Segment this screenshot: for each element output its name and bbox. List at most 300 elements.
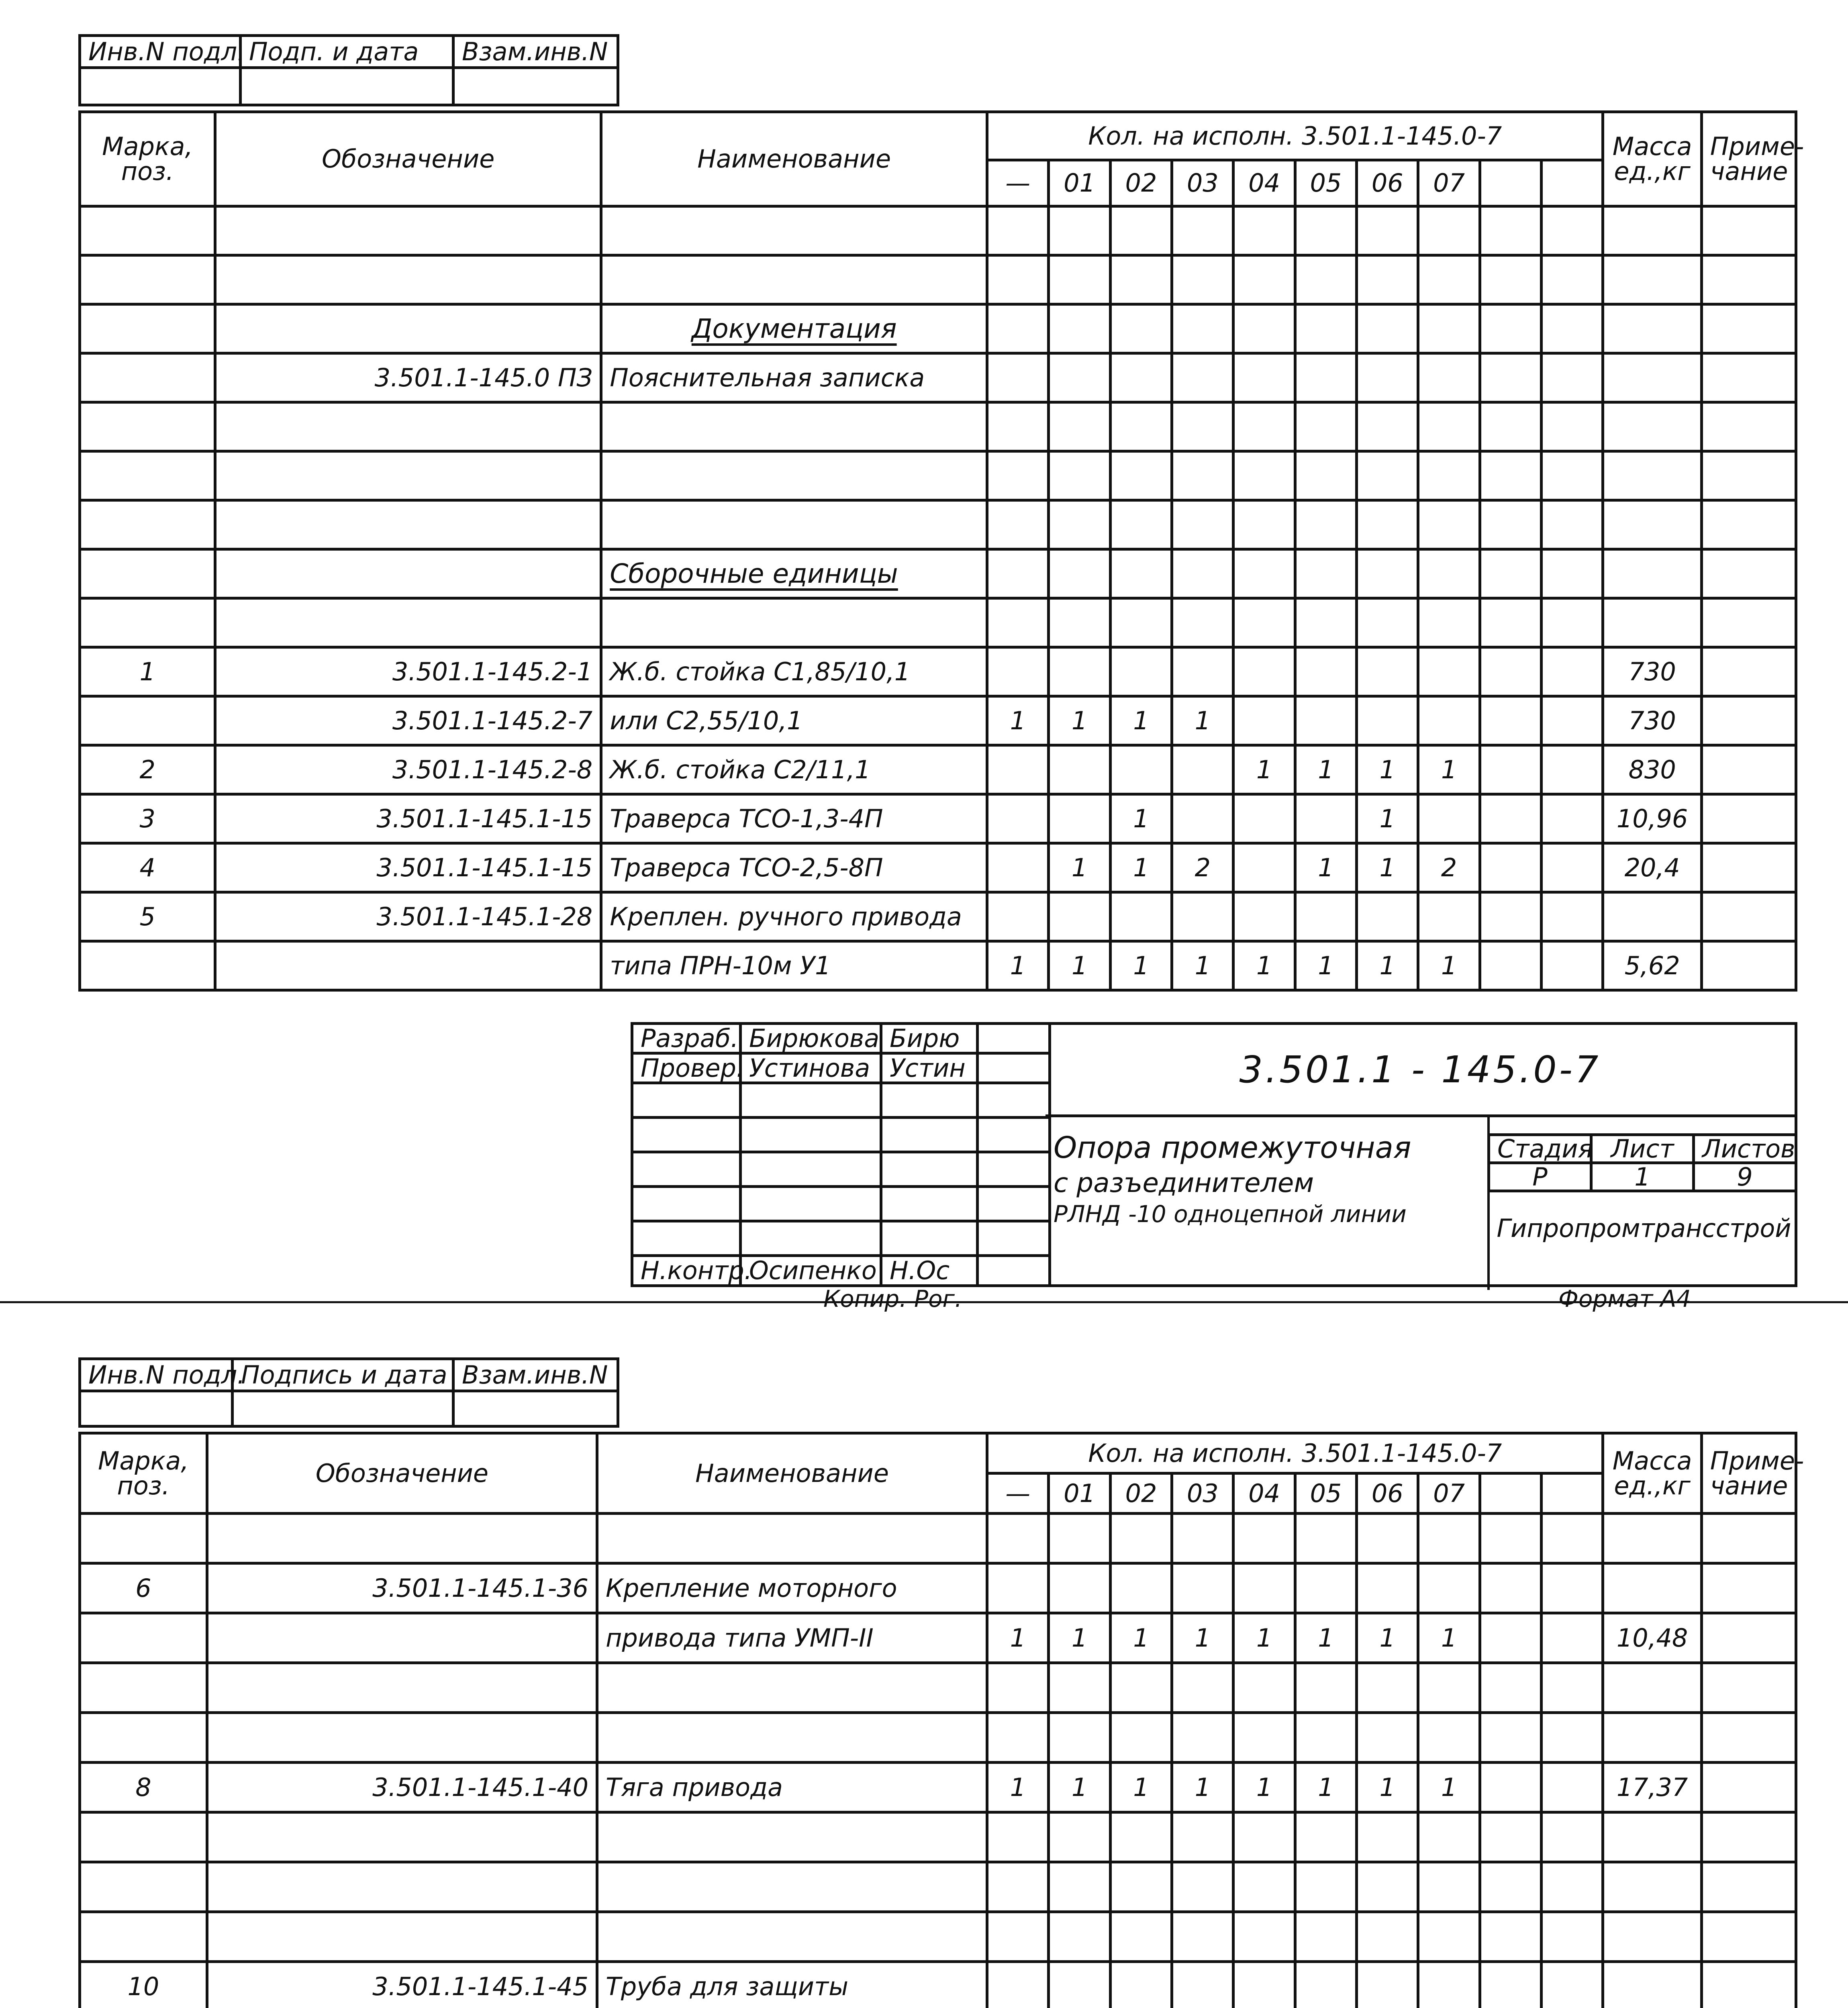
cell-quantity — [1295, 1912, 1356, 1962]
cell-quantity — [1049, 1563, 1110, 1613]
cell-name — [597, 1812, 987, 1862]
cell-quantity: 2 — [1172, 843, 1233, 892]
cell-quantity — [987, 1663, 1049, 1713]
cell-note — [1701, 647, 1796, 696]
cell-quantity — [1480, 206, 1541, 255]
cell-quantity — [1295, 1514, 1356, 1563]
cell-quantity — [1110, 1962, 1172, 2008]
cell-quantity — [987, 304, 1049, 353]
cell-quantity — [1480, 1912, 1541, 1962]
cell-quantity — [1295, 794, 1356, 843]
cell-quantity — [1233, 843, 1295, 892]
cell-quantity: 1 — [1110, 1763, 1172, 1812]
cell-quantity — [987, 353, 1049, 402]
cell-note — [1701, 304, 1796, 353]
cell-quantity — [987, 1862, 1049, 1912]
cell-quantity — [1480, 1563, 1541, 1613]
cell-designation — [215, 451, 601, 500]
cell-quantity — [1049, 451, 1110, 500]
cell-quantity — [1357, 255, 1418, 304]
cell-quantity — [1357, 1912, 1418, 1962]
cell-quantity — [1542, 402, 1603, 451]
cell-quantity — [1172, 549, 1233, 598]
table-row — [80, 353, 1796, 402]
cell-quantity — [1172, 598, 1233, 647]
cell-quantity: 1 — [1049, 696, 1110, 745]
cell-name — [601, 598, 987, 647]
cell-quantity — [1480, 255, 1541, 304]
variant-header: 07 — [1418, 160, 1480, 206]
cell-quantity: 1 — [1418, 1763, 1480, 1812]
cell-quantity — [1357, 1812, 1418, 1862]
cell-quantity — [1357, 304, 1418, 353]
cell-quantity: 1 — [1357, 843, 1418, 892]
cell-quantity: 1 — [987, 1763, 1049, 1812]
cell-quantity: 1 — [1233, 1763, 1295, 1812]
cell-designation — [207, 1514, 597, 1563]
cell-quantity — [987, 206, 1049, 255]
cell-quantity — [1480, 1514, 1541, 1563]
cell-note — [1701, 1563, 1796, 1613]
cell-position — [80, 549, 215, 598]
cell-quantity — [1049, 1514, 1110, 1563]
cell-quantity — [1049, 353, 1110, 402]
cell-quantity: 1 — [1049, 843, 1110, 892]
cell-name — [601, 255, 987, 304]
cell-quantity — [1542, 1962, 1603, 2008]
cell-note — [1701, 1812, 1796, 1862]
cell-quantity — [1418, 794, 1480, 843]
cell-note — [1701, 1763, 1796, 1812]
cell-quantity — [1542, 1763, 1603, 1812]
cell-quantity — [1233, 549, 1295, 598]
cell-quantity: 1 — [1110, 843, 1172, 892]
cell-mass — [1603, 1563, 1701, 1613]
cell-mass — [1603, 598, 1701, 647]
cell-quantity — [1542, 500, 1603, 549]
cell-mass — [1603, 255, 1701, 304]
inv-label: Инв.N подл. — [80, 36, 241, 68]
table-row — [80, 255, 1796, 304]
cell-position — [80, 500, 215, 549]
cell-mass: 17,37 — [1603, 1763, 1701, 1812]
variant-header: 01 — [1049, 1473, 1110, 1514]
cell-quantity — [1295, 402, 1356, 451]
cell-quantity — [1418, 1514, 1480, 1563]
cell-quantity — [1480, 941, 1541, 990]
cell-quantity — [1110, 549, 1172, 598]
cell-note — [1701, 794, 1796, 843]
cell-name: привода типа УМП-II — [597, 1613, 987, 1663]
variant-header: 03 — [1172, 160, 1233, 206]
cell-quantity — [1418, 451, 1480, 500]
cell-quantity — [1233, 598, 1295, 647]
cell-quantity — [1418, 1663, 1480, 1713]
cell-position — [80, 941, 215, 990]
cell-quantity — [1233, 402, 1295, 451]
cell-quantity — [1542, 451, 1603, 500]
col-kol: Кол. на исполн. 3.501.1-145.0-7 — [987, 1433, 1603, 1473]
cell-quantity — [1049, 598, 1110, 647]
cell-position: 1 — [80, 647, 215, 696]
cell-position — [80, 1713, 207, 1763]
cell-note — [1701, 451, 1796, 500]
list-label: Лист — [1591, 1135, 1694, 1163]
cell-mass — [1603, 1862, 1701, 1912]
cell-note — [1701, 1862, 1796, 1912]
table-row — [80, 451, 1796, 500]
cell-quantity — [1110, 598, 1172, 647]
cell-designation — [215, 941, 601, 990]
cell-designation: 3.501.1-145.1-28 — [215, 892, 601, 941]
cell-quantity — [987, 1962, 1049, 2008]
variant-header: — — [987, 160, 1049, 206]
document-code: 3.501.1 - 145.0-7 — [1045, 1025, 1795, 1117]
cell-quantity — [1357, 598, 1418, 647]
variant-header: 06 — [1357, 1473, 1418, 1514]
cell-designation: 3.501.1-145.1-40 — [207, 1763, 597, 1812]
cell-quantity — [1049, 1812, 1110, 1862]
cell-quantity: 1 — [987, 941, 1049, 990]
signature-grid — [631, 1022, 1051, 1287]
cell-quantity — [1110, 1663, 1172, 1713]
sign-date-label: Подпись и дата — [233, 1359, 453, 1391]
cell-quantity — [1233, 1862, 1295, 1912]
cell-position — [80, 696, 215, 745]
cell-quantity — [1480, 549, 1541, 598]
cell-quantity: 1 — [1295, 1613, 1356, 1663]
cell-quantity: 1 — [1295, 843, 1356, 892]
cell-quantity — [1172, 353, 1233, 402]
cell-quantity — [1049, 1862, 1110, 1912]
cell-quantity — [1172, 794, 1233, 843]
stamp-right — [1045, 1022, 1797, 1287]
table-row — [80, 1962, 1796, 2008]
cell-quantity — [1110, 402, 1172, 451]
cell-quantity — [1110, 1514, 1172, 1563]
cell-quantity — [1295, 1663, 1356, 1713]
cell-quantity — [987, 647, 1049, 696]
cell-mass — [1603, 353, 1701, 402]
cell-mass — [1603, 1812, 1701, 1862]
role-nkontr: Н.контр. — [632, 1255, 741, 1286]
variant-header: 02 — [1110, 160, 1172, 206]
cell-note — [1701, 206, 1796, 255]
table-row — [80, 1514, 1796, 1563]
cell-quantity — [1480, 1663, 1541, 1713]
inv-label: Инв.N подл. — [80, 1359, 233, 1391]
cell-quantity — [1233, 794, 1295, 843]
table-row — [80, 1763, 1796, 1812]
cell-position: 3 — [80, 794, 215, 843]
col-marka: Марка, поз. — [80, 1433, 207, 1514]
cell-note — [1701, 696, 1796, 745]
inventory-strip-2 — [78, 1357, 619, 1428]
cell-designation — [207, 1613, 597, 1663]
cell-position: 5 — [80, 892, 215, 941]
cell-quantity — [1233, 696, 1295, 745]
table-row — [80, 500, 1796, 549]
cell-name: Труба для защиты — [597, 1962, 987, 2008]
cell-position: 4 — [80, 843, 215, 892]
sign-date-label: Подп. и дата — [241, 36, 453, 68]
cell-quantity — [1542, 843, 1603, 892]
table-row — [80, 549, 1796, 598]
cell-quantity — [1049, 500, 1110, 549]
cell-quantity — [1357, 451, 1418, 500]
cell-quantity: 1 — [1357, 745, 1418, 794]
cell-note — [1701, 1912, 1796, 1962]
col-oboznachenie: Обозначение — [215, 112, 601, 206]
cell-quantity — [1049, 402, 1110, 451]
cell-quantity — [1480, 500, 1541, 549]
cell-position — [80, 1613, 207, 1663]
cell-note — [1701, 1663, 1796, 1713]
cell-quantity: 1 — [1110, 941, 1172, 990]
cell-designation: 3.501.1-145.2-1 — [215, 647, 601, 696]
cell-note — [1701, 1962, 1796, 2008]
cell-quantity — [1233, 647, 1295, 696]
cell-designation — [215, 304, 601, 353]
cell-quantity — [1110, 1862, 1172, 1912]
cell-note — [1701, 941, 1796, 990]
cell-quantity — [1049, 549, 1110, 598]
cell-note — [1701, 402, 1796, 451]
col-naimenovanie: Наименование — [597, 1433, 987, 1514]
cell-designation — [215, 206, 601, 255]
cell-quantity — [1172, 1663, 1233, 1713]
cell-quantity — [1418, 696, 1480, 745]
cell-designation: 3.501.1-145.2-8 — [215, 745, 601, 794]
cell-quantity — [1357, 206, 1418, 255]
cell-quantity: 1 — [1418, 1613, 1480, 1663]
cell-designation: 3.501.1-145.1-15 — [215, 843, 601, 892]
cell-designation — [215, 500, 601, 549]
cell-quantity: 1 — [1357, 941, 1418, 990]
cell-quantity — [1480, 1812, 1541, 1862]
cell-quantity — [1233, 353, 1295, 402]
stadia-label: Стадия — [1489, 1135, 1591, 1163]
cell-name — [597, 1912, 987, 1962]
cell-quantity — [1172, 1514, 1233, 1563]
variant-header — [1542, 160, 1603, 206]
cell-name: Крепление моторного — [597, 1563, 987, 1613]
cell-quantity — [987, 794, 1049, 843]
cell-quantity — [1110, 304, 1172, 353]
cell-quantity: 1 — [1418, 941, 1480, 990]
organization: Гипропромтрансстрой — [1497, 1214, 1791, 1243]
table-row — [80, 843, 1796, 892]
cell-designation: 3.501.1-145.2-7 — [215, 696, 601, 745]
replace-inv-label: Взам.инв.N — [453, 1359, 618, 1391]
variant-header: 05 — [1295, 1473, 1356, 1514]
cell-position: 8 — [80, 1763, 207, 1812]
cell-position — [80, 304, 215, 353]
cell-mass — [1603, 892, 1701, 941]
cell-position — [80, 1812, 207, 1862]
table-row — [80, 1663, 1796, 1713]
col-kol: Кол. на исполн. 3.501.1-145.0-7 — [987, 112, 1603, 160]
cell-quantity — [1542, 1812, 1603, 1862]
cell-quantity — [1172, 206, 1233, 255]
cell-quantity — [1295, 598, 1356, 647]
cell-position: 10 — [80, 1962, 207, 2008]
cell-designation — [207, 1862, 597, 1912]
cell-quantity — [1172, 304, 1233, 353]
cell-quantity — [1233, 1962, 1295, 2008]
variant-header — [1480, 160, 1541, 206]
name-razrab: Бирюкова — [741, 1024, 881, 1053]
cell-designation: 3.501.1-145.1-45 — [207, 1962, 597, 2008]
cell-quantity — [1049, 1713, 1110, 1763]
cell-position: 6 — [80, 1563, 207, 1613]
listov-value: 9 — [1694, 1163, 1796, 1191]
cell-note — [1701, 745, 1796, 794]
cell-quantity — [1110, 1812, 1172, 1862]
cell-quantity — [1110, 1912, 1172, 1962]
col-massa: Масса ед.,кг — [1603, 112, 1701, 206]
cell-quantity — [1233, 1713, 1295, 1763]
cell-quantity — [1480, 794, 1541, 843]
format-1: Формат А4 — [1558, 1285, 1691, 1312]
cell-mass — [1603, 206, 1701, 255]
cell-quantity — [1357, 647, 1418, 696]
table-row — [80, 1563, 1796, 1613]
cell-position: 2 — [80, 745, 215, 794]
cell-mass: 730 — [1603, 647, 1701, 696]
cell-quantity — [1542, 255, 1603, 304]
cell-quantity — [1110, 206, 1172, 255]
cell-quantity — [1295, 451, 1356, 500]
cell-quantity — [1357, 1563, 1418, 1613]
cell-quantity — [1418, 549, 1480, 598]
cell-quantity — [1418, 353, 1480, 402]
cell-quantity — [1295, 1862, 1356, 1912]
table-row — [80, 1613, 1796, 1663]
cell-quantity — [1542, 1713, 1603, 1763]
cell-quantity — [1357, 1514, 1418, 1563]
table-row — [80, 1862, 1796, 1912]
cell-quantity — [1542, 353, 1603, 402]
cell-quantity — [1542, 1613, 1603, 1663]
cell-name — [601, 402, 987, 451]
cell-mass: 5,62 — [1603, 941, 1701, 990]
cell-quantity — [1233, 1812, 1295, 1862]
cell-mass — [1603, 1962, 1701, 2008]
cell-quantity — [987, 843, 1049, 892]
stage-sheet-box — [1487, 1133, 1797, 1192]
cell-quantity — [987, 1514, 1049, 1563]
cell-name: Креплен. ручного привода — [601, 892, 987, 941]
cell-note — [1701, 843, 1796, 892]
cell-designation: 3.501.1-145.1-15 — [215, 794, 601, 843]
cell-quantity — [1542, 1514, 1603, 1563]
cell-position — [80, 1862, 207, 1912]
cell-quantity — [1357, 353, 1418, 402]
cell-quantity — [987, 1912, 1049, 1962]
cell-quantity — [1480, 1713, 1541, 1763]
role-prover: Провер. — [632, 1053, 741, 1083]
cell-position — [80, 598, 215, 647]
cell-quantity — [1542, 794, 1603, 843]
cell-name: Ж.б. стойка С1,85/10,1 — [601, 647, 987, 696]
cell-position — [80, 1663, 207, 1713]
cell-quantity — [1110, 1713, 1172, 1763]
cell-quantity — [1172, 451, 1233, 500]
cell-position — [80, 255, 215, 304]
cell-quantity — [1480, 892, 1541, 941]
cell-quantity — [1480, 304, 1541, 353]
cell-quantity — [1295, 549, 1356, 598]
cell-quantity — [1049, 304, 1110, 353]
cell-quantity — [987, 1563, 1049, 1613]
cell-mass — [1603, 1514, 1701, 1563]
cell-quantity — [1480, 1962, 1541, 2008]
cell-quantity — [1049, 647, 1110, 696]
cell-quantity: 1 — [1295, 1763, 1356, 1812]
cell-quantity — [1418, 1862, 1480, 1912]
name-prover: Устинова — [741, 1053, 881, 1083]
cell-name: Траверса ТСО-1,3-4П — [601, 794, 987, 843]
cell-quantity — [987, 549, 1049, 598]
cell-mass — [1603, 402, 1701, 451]
cell-quantity — [1418, 1912, 1480, 1962]
cell-quantity — [1295, 696, 1356, 745]
cell-designation — [207, 1912, 597, 1962]
cell-quantity — [1480, 1862, 1541, 1912]
variant-header: 02 — [1110, 1473, 1172, 1514]
sign-nkontr: Н.Ос — [881, 1255, 978, 1286]
cell-quantity — [1049, 794, 1110, 843]
cell-mass — [1603, 1713, 1701, 1763]
copied-by-1: Копир. Рог. — [823, 1285, 962, 1312]
cell-position — [80, 353, 215, 402]
cell-quantity — [1172, 1713, 1233, 1763]
cell-note — [1701, 598, 1796, 647]
inventory-strip-1 — [78, 34, 619, 106]
cell-quantity — [1480, 353, 1541, 402]
cell-quantity: 1 — [1295, 941, 1356, 990]
cell-designation — [207, 1663, 597, 1713]
cell-quantity: 2 — [1418, 843, 1480, 892]
cell-quantity: 1 — [1172, 1613, 1233, 1663]
cell-quantity — [987, 1812, 1049, 1862]
cell-mass: 10,96 — [1603, 794, 1701, 843]
cell-mass — [1603, 1663, 1701, 1713]
cell-quantity — [1357, 696, 1418, 745]
cell-quantity — [1295, 255, 1356, 304]
cell-quantity: 1 — [1172, 1763, 1233, 1812]
cell-quantity — [1049, 255, 1110, 304]
cell-quantity — [1480, 402, 1541, 451]
cell-quantity — [1418, 647, 1480, 696]
table-row — [80, 696, 1796, 745]
cell-mass: 830 — [1603, 745, 1701, 794]
cell-quantity — [1542, 1862, 1603, 1912]
cell-note — [1701, 892, 1796, 941]
cell-quantity — [987, 1713, 1049, 1763]
cell-quantity — [1233, 1663, 1295, 1713]
col-naimenovanie: Наименование — [601, 112, 987, 206]
cell-name — [601, 451, 987, 500]
cell-position — [80, 206, 215, 255]
cell-designation — [215, 402, 601, 451]
cell-quantity — [1418, 206, 1480, 255]
cell-note — [1701, 1514, 1796, 1563]
table-row — [80, 1713, 1796, 1763]
variant-header: 01 — [1049, 160, 1110, 206]
cell-quantity — [1233, 500, 1295, 549]
